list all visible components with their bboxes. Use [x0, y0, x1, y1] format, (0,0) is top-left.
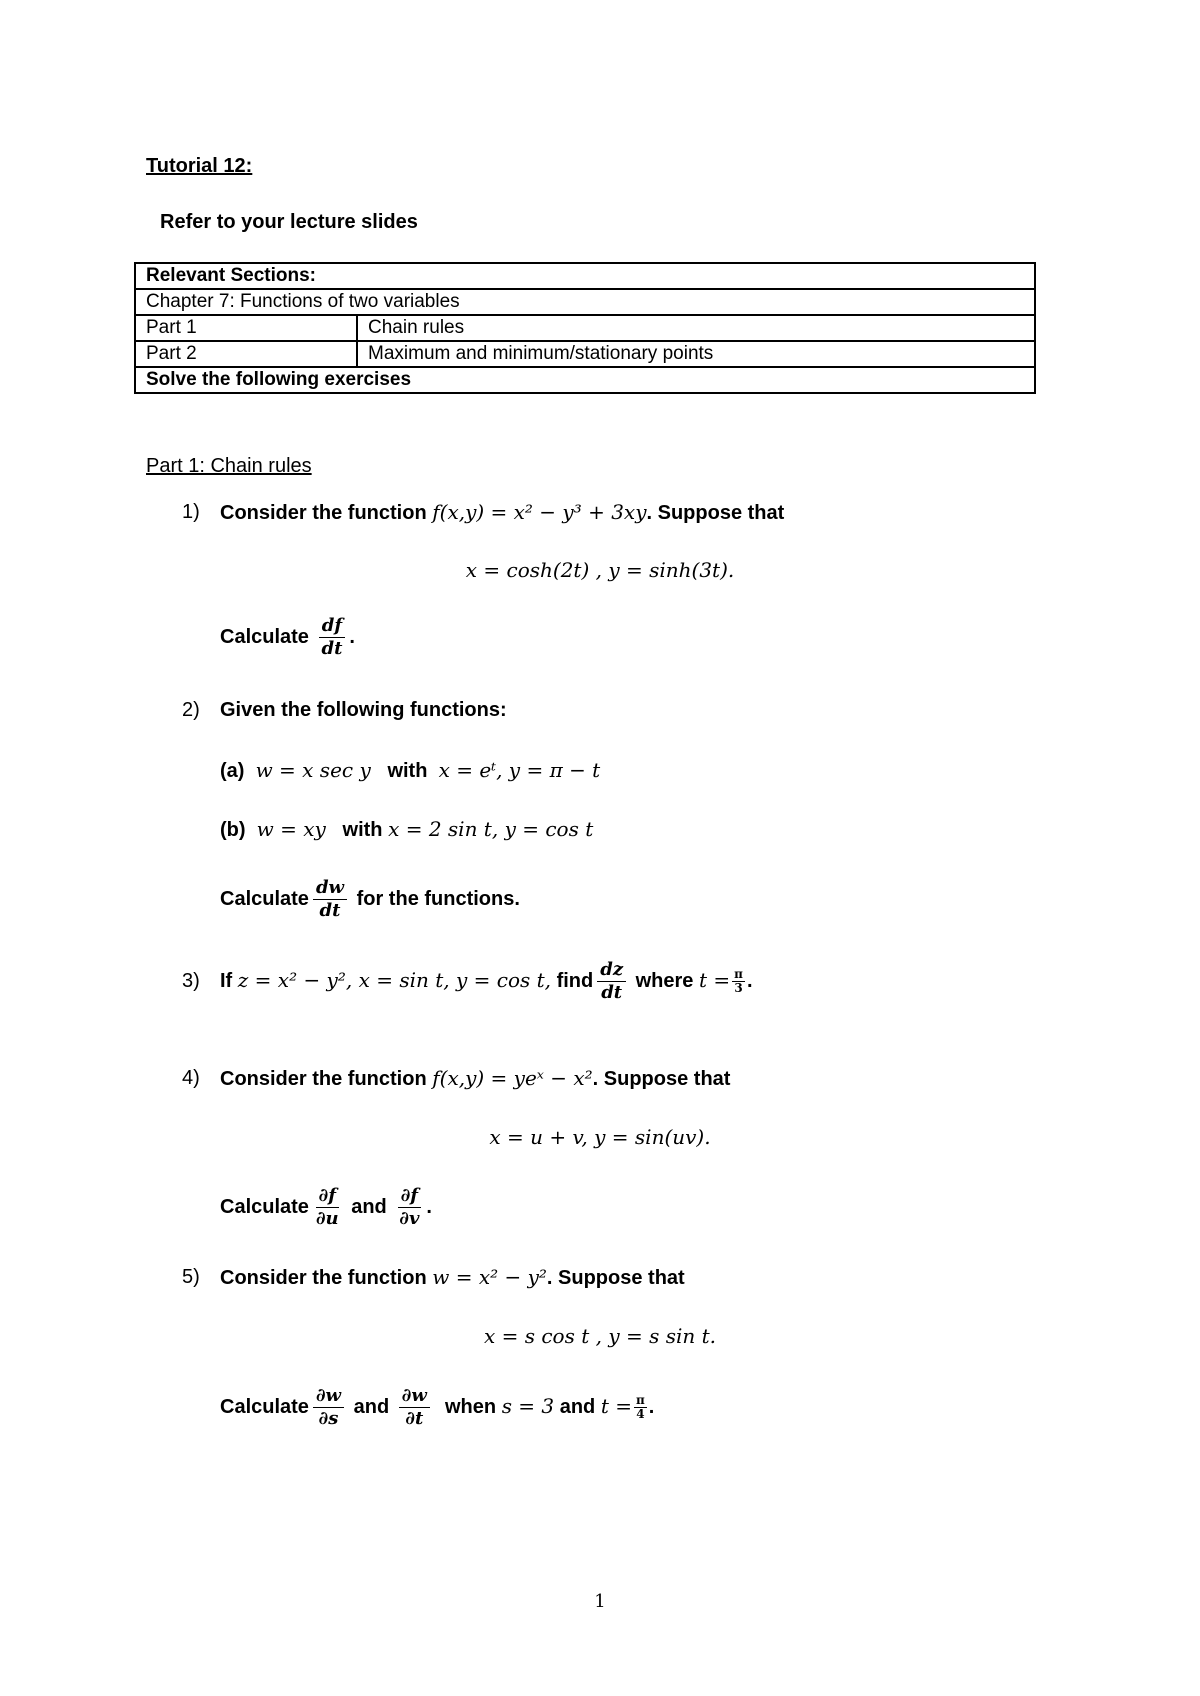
item-a-substitution: x = eᵗ, y = π − t: [438, 758, 601, 782]
table-row: [135, 289, 1035, 315]
fraction-denominator: ∂t: [405, 1408, 424, 1430]
relevant-sections-table: [134, 262, 1036, 394]
document-subtitle: Refer to your lecture slides: [160, 211, 418, 233]
table-footer-cell: Solve the following exercises: [135, 367, 1035, 393]
chapter-cell: Chapter 7: Functions of two variables: [135, 289, 1035, 315]
period: .: [349, 626, 355, 648]
partial-derivative-fraction: [399, 1385, 430, 1430]
item-b-substitution: x = 2 sin t, y = cos t: [388, 817, 594, 841]
fraction-numerator: ∂f: [398, 1185, 421, 1208]
question-4-text: [220, 1066, 730, 1091]
and-label: and: [353, 1396, 390, 1418]
question-4-calculate: [220, 1182, 432, 1232]
fraction-denominator: 4: [636, 1407, 645, 1422]
part-cell: Part 1: [135, 315, 357, 341]
where-label: where: [635, 970, 694, 992]
question-4-lead: Consider the function: [220, 1068, 427, 1090]
fraction-numerator: π: [734, 967, 743, 982]
item-b-with: with: [342, 819, 383, 841]
question-5-calculate: [220, 1381, 654, 1432]
part-cell: Part 2: [135, 341, 357, 367]
question-5-substitution: x = s cos t , y = s sin t.: [483, 1324, 717, 1348]
and-label: and: [559, 1396, 596, 1418]
fraction-numerator: dw: [313, 877, 347, 900]
calculate-label: Calculate: [220, 1396, 309, 1418]
derivative-fraction: [319, 615, 346, 660]
partial-derivative-fraction: [313, 1385, 344, 1430]
question-1-number: 1): [182, 501, 200, 523]
question-2-number: 2): [182, 699, 200, 721]
fraction-denominator: ∂u: [315, 1208, 339, 1230]
question-2-text: Given the following functions:: [220, 699, 507, 721]
calculate-label: Calculate: [220, 888, 309, 910]
document-title: Tutorial 12:: [146, 155, 253, 177]
question-1-formula: f(x,y) = x² − y³ + 3xy: [432, 500, 647, 524]
calculate-suffix: for the functions.: [356, 888, 520, 910]
fraction-denominator: ∂v: [399, 1208, 420, 1230]
fraction-denominator: ∂s: [318, 1408, 339, 1430]
question-5-formula: w = x² − y²: [432, 1265, 547, 1289]
question-2-calculate: [220, 874, 520, 924]
period: .: [648, 1396, 655, 1418]
fraction-denominator: dt: [319, 900, 341, 922]
fraction-numerator: dz: [597, 959, 626, 982]
fraction-denominator: dt: [321, 638, 343, 660]
and-label: and: [351, 1196, 387, 1218]
period: .: [426, 1196, 432, 1218]
calculate-label: Calculate: [220, 626, 309, 648]
pi-fraction: [732, 968, 745, 995]
item-b-formula: w = xy: [256, 817, 326, 841]
table-row: [135, 367, 1035, 393]
fraction-numerator: π: [636, 1393, 645, 1408]
t-equals: t =: [699, 968, 731, 992]
question-5-number: 5): [182, 1266, 200, 1288]
question-3-number: 3): [182, 970, 200, 992]
question-5-lead: Consider the function: [220, 1267, 427, 1289]
fraction-numerator: ∂w: [313, 1385, 344, 1408]
question-1-lead: Consider the function: [220, 502, 427, 524]
question-4-formula: f(x,y) = yeˣ − x²: [432, 1066, 593, 1090]
fraction-numerator: ∂w: [399, 1385, 430, 1408]
question-1-text: [220, 500, 784, 525]
item-b-label: (b): [220, 819, 246, 841]
item-a-with: with: [387, 760, 428, 782]
when-label: when: [445, 1396, 497, 1418]
question-3-formula: z = x² − y², x = sin t, y = cos t,: [237, 968, 552, 992]
fraction-denominator: dt: [601, 982, 623, 1004]
question-5-suffix: . Suppose that: [546, 1267, 685, 1289]
t-equals: t =: [600, 1394, 632, 1418]
page-number: 1: [594, 1591, 606, 1612]
calculate-label: Calculate: [220, 1196, 309, 1218]
question-3-text: [220, 955, 753, 1006]
fraction-numerator: ∂f: [316, 1185, 339, 1208]
if-label: If: [220, 970, 233, 992]
table-row: [135, 263, 1035, 289]
question-5-text: [220, 1265, 685, 1290]
find-label: find: [556, 970, 594, 992]
question-4-number: 4): [182, 1067, 200, 1089]
derivative-fraction: [597, 959, 626, 1004]
question-2a: [220, 758, 600, 783]
item-a-formula: w = x sec y: [255, 758, 371, 782]
topic-cell: Chain rules: [357, 315, 1035, 341]
fraction-numerator: df: [319, 615, 345, 638]
question-1-suffix: . Suppose that: [646, 502, 785, 524]
fraction-denominator: 3: [734, 981, 743, 996]
topic-cell: Maximum and minimum/stationary points: [357, 341, 1035, 367]
pi-fraction: [634, 1394, 647, 1421]
partial-derivative-fraction: [396, 1185, 422, 1230]
question-2b: [220, 817, 593, 842]
part1-heading: Part 1: Chain rules: [146, 455, 312, 477]
question-1-calculate: [220, 612, 355, 662]
table-row: [135, 315, 1035, 341]
question-1-substitution: x = cosh(2t) , y = sinh(3t).: [465, 558, 735, 582]
period: .: [746, 970, 753, 992]
derivative-fraction: [313, 877, 347, 922]
question-4-substitution: x = u + v, y = sin(uv).: [489, 1125, 711, 1149]
question-4-suffix: . Suppose that: [592, 1068, 731, 1090]
s-equals: s = 3: [501, 1394, 555, 1418]
item-a-label: (a): [220, 760, 245, 782]
table-row: [135, 341, 1035, 367]
partial-derivative-fraction: [313, 1185, 342, 1230]
table-heading-cell: Relevant Sections:: [135, 263, 1035, 289]
